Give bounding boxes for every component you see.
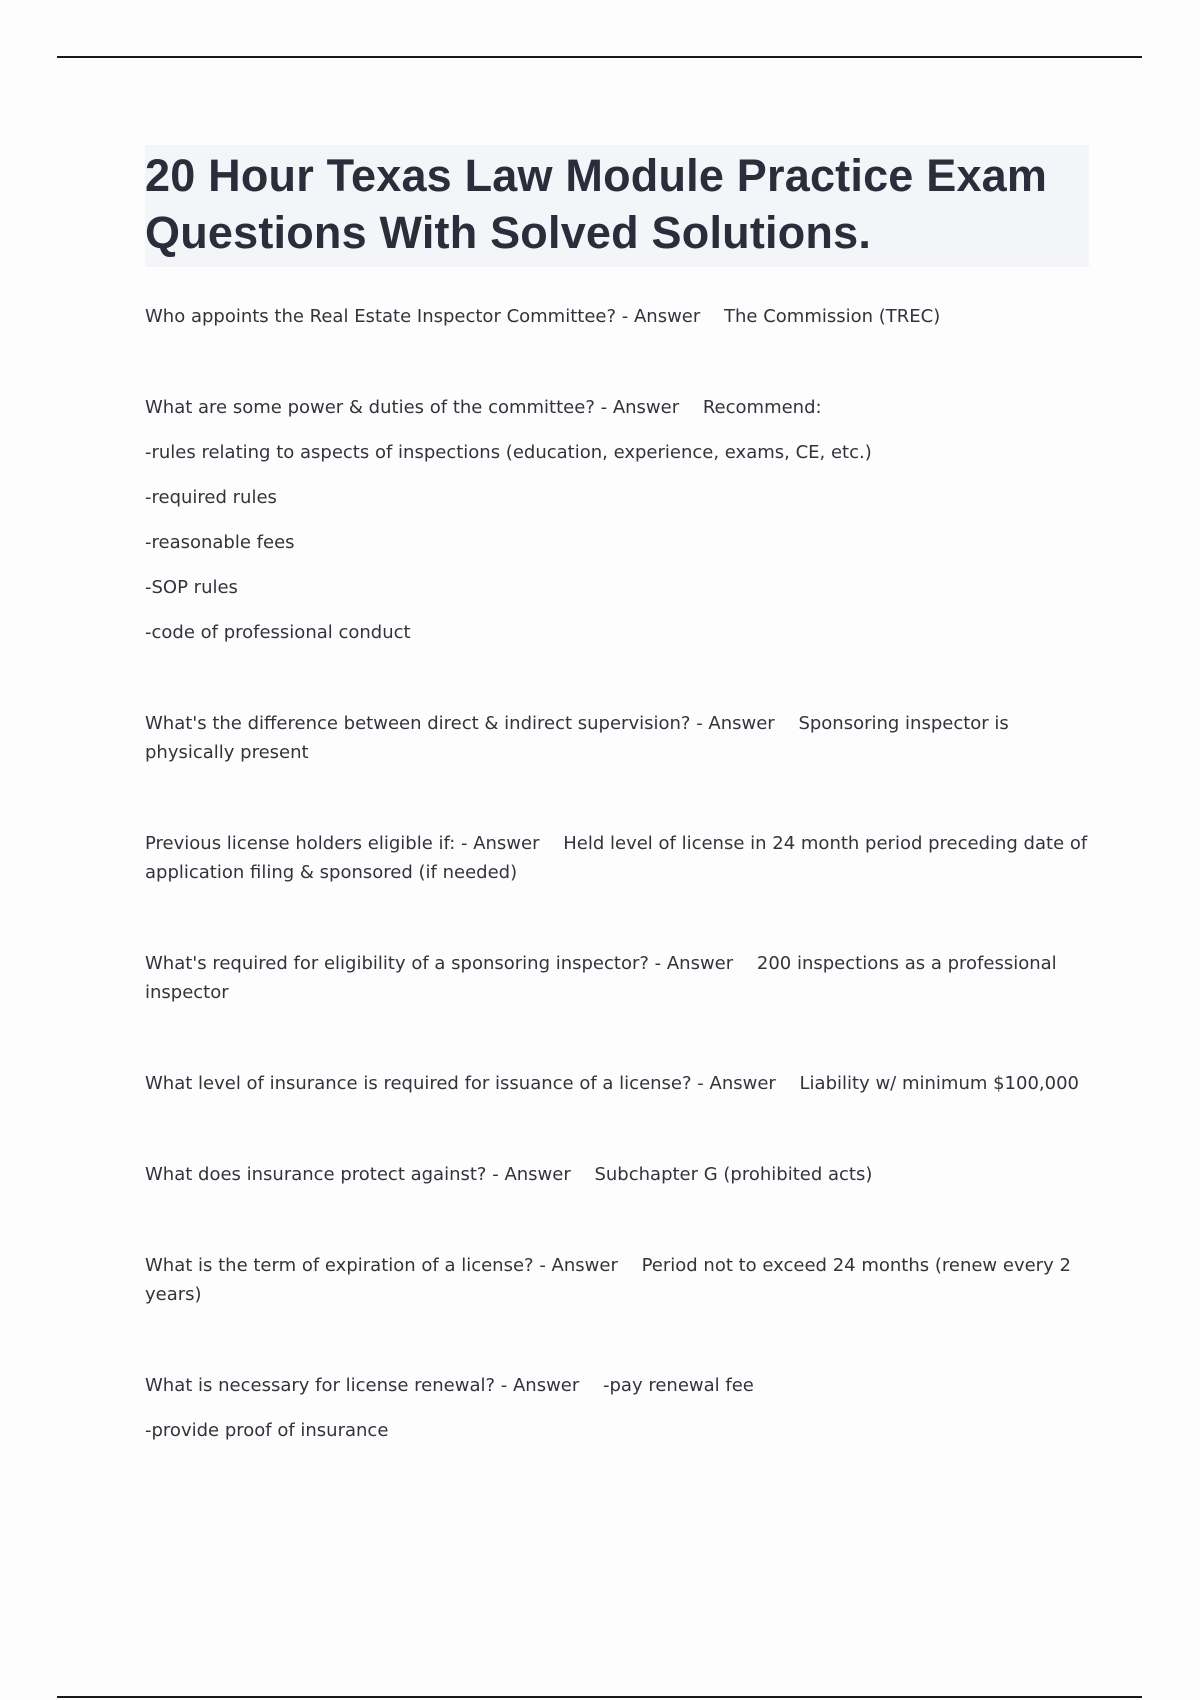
question-text: Who appoints the Real Estate Inspector Committee? [145, 306, 617, 327]
qa-item [145, 1251, 1090, 1309]
qa-first-line [145, 1069, 1090, 1098]
question-text: What's the difference between direct & indirect supervision? [145, 713, 691, 734]
title-block [145, 145, 1089, 267]
answer-line: -reasonable fees [145, 532, 295, 553]
question-text: What is necessary for license renewal? [145, 1375, 496, 1396]
answer-separator: - Answer [533, 1255, 624, 1276]
qa-first-line [145, 949, 1090, 1007]
document-title: 20 Hour Texas Law Module Practice Exam Questions With Solved Solutions. [145, 150, 1048, 258]
qa-first-line [145, 393, 1090, 422]
qa-item [145, 1371, 1090, 1445]
answer-separator: - Answer [486, 1164, 577, 1185]
top-rule [57, 56, 1142, 58]
qa-item [145, 709, 1090, 767]
answer-text: -pay renewal fee [603, 1375, 754, 1396]
qa-item [145, 1069, 1090, 1098]
question-text: What is the term of expiration of a license? [145, 1255, 534, 1276]
qa-first-line [145, 709, 1090, 767]
answer-line: -code of professional conduct [145, 622, 411, 643]
qa-list [145, 302, 1090, 1507]
qa-item [145, 829, 1090, 887]
answer-text: Sponsoring inspector is physically present [145, 713, 1009, 763]
answer-text: Period not to exceed 24 months (renew every 2 years) [145, 1255, 1071, 1305]
qa-first-line [145, 829, 1090, 887]
answer-separator: - Answer [648, 953, 739, 974]
qa-first-line [145, 302, 1090, 331]
qa-first-line [145, 1160, 1090, 1189]
answer-separator: - Answer [495, 1375, 585, 1396]
question-text: What does insurance protect against? [145, 1164, 487, 1185]
answer-line: -SOP rules [145, 577, 238, 598]
question-text: What's required for eligibility of a sponsoring inspector? [145, 953, 649, 974]
answer-separator: - Answer [616, 306, 707, 327]
qa-item [145, 302, 1090, 331]
answer-text: The Commission (TREC) [724, 306, 941, 327]
answer-separator: - Answer [455, 833, 546, 854]
answer-line: -required rules [145, 487, 277, 508]
question-text: Previous license holders eligible if: [145, 833, 456, 854]
answer-line: -rules relating to aspects of inspections (education, experience, exams, CE, etc.) [145, 442, 872, 463]
qa-item [145, 1160, 1090, 1189]
answer-separator: - Answer [594, 397, 685, 418]
question-text: What are some power & duties of the committee? [145, 397, 595, 418]
bottom-rule [57, 1696, 1142, 1698]
qa-item [145, 393, 1090, 647]
answer-text: Subchapter G (prohibited acts) [594, 1164, 873, 1185]
answer-text: 200 inspections as a professional inspector [145, 953, 1057, 1003]
qa-first-line [145, 1251, 1090, 1309]
answer-line: -provide proof of insurance [145, 1420, 389, 1441]
answer-text: Recommend: [702, 397, 822, 418]
qa-item [145, 949, 1090, 1007]
answer-separator: - Answer [690, 713, 781, 734]
qa-first-line [145, 1371, 1090, 1400]
question-text: What level of insurance is required for issuance of a license? [145, 1073, 692, 1094]
answer-text: Liability w/ minimum $100,000 [799, 1073, 1079, 1094]
answer-separator: - Answer [691, 1073, 782, 1094]
answer-text: Held level of license in 24 month period preceding date of application filing & sponsored (if needed) [145, 833, 1088, 883]
